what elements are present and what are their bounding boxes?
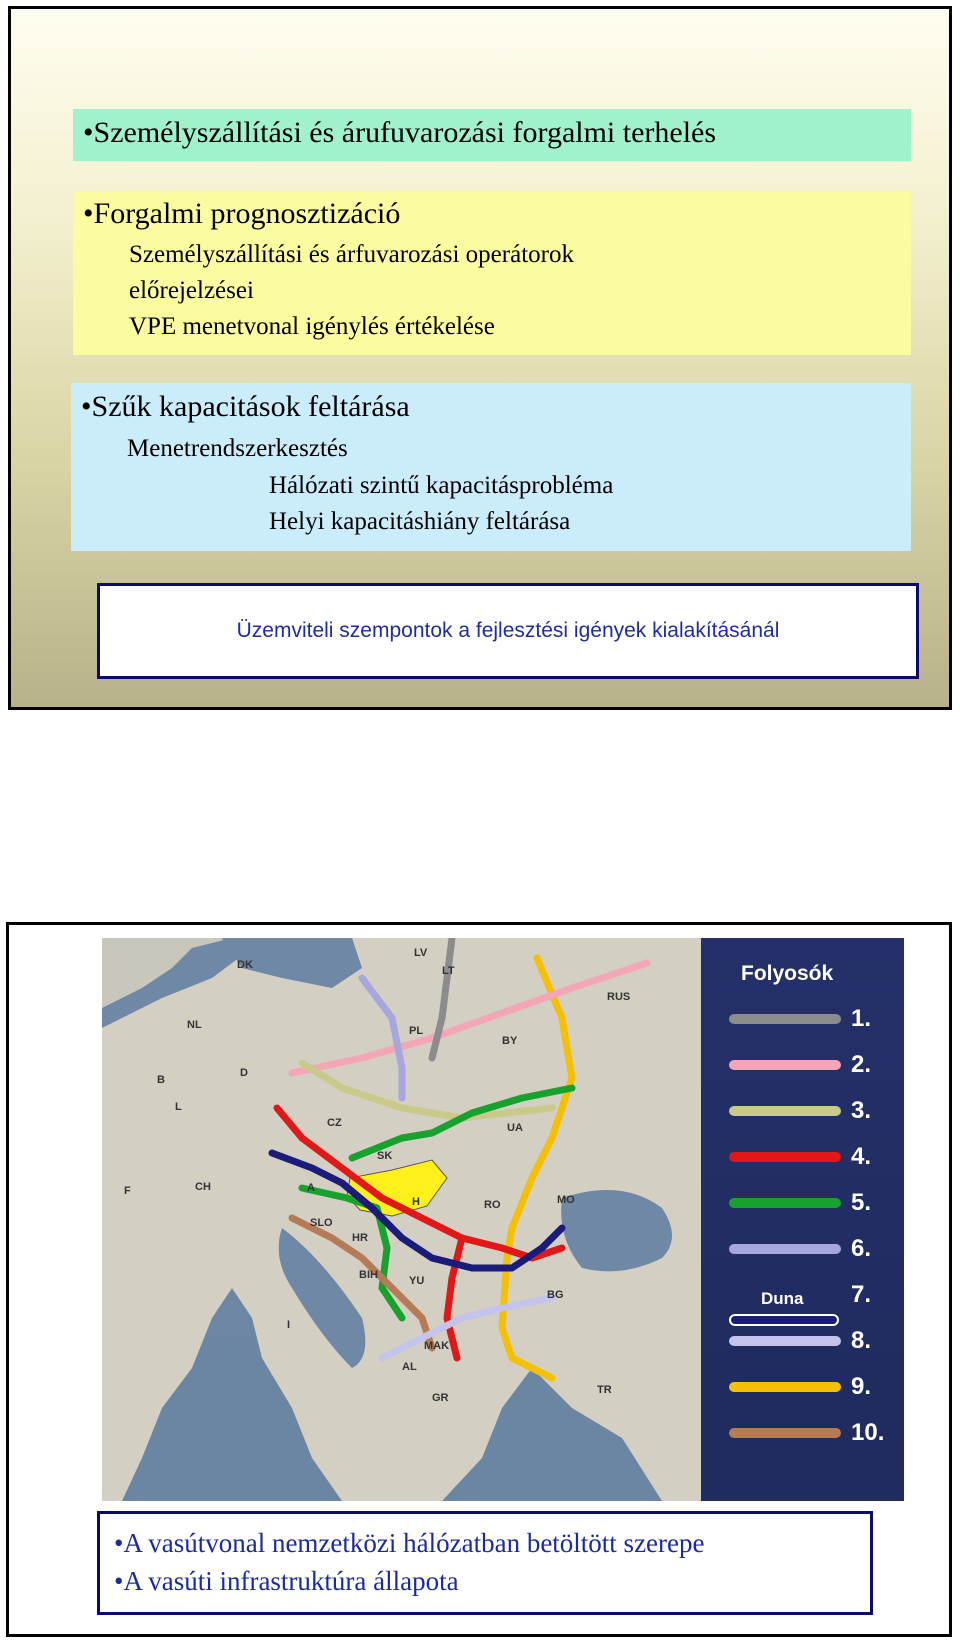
- legend-title: Folyosók: [741, 962, 834, 985]
- slide-2: [6, 922, 952, 1637]
- legend-line-4: [729, 1152, 841, 1162]
- forecast-line-3: VPE menetvonal igénylés értékelése: [129, 313, 495, 340]
- legend-line-3: [729, 1106, 841, 1116]
- legend-duna-label: Duna: [761, 1289, 804, 1308]
- legend-number-8: 8.: [851, 1327, 872, 1354]
- legend-number-3: 3.: [851, 1097, 872, 1124]
- svg-text:I: I: [287, 1319, 291, 1331]
- bullet-traffic-load: •Személyszállítási és árufuvarozási forgalmi terhelés: [83, 116, 717, 149]
- svg-text:BY: BY: [502, 1035, 518, 1047]
- legend-line-9: [729, 1382, 841, 1392]
- svg-text:D: D: [240, 1067, 248, 1079]
- legend-number-6: 6.: [851, 1235, 872, 1262]
- legend-number-1: 1.: [851, 1005, 872, 1032]
- bullet-capacity: •Szűk kapacitások feltárása: [81, 390, 410, 423]
- capacity-line-1: Menetrendszerkesztés: [127, 435, 348, 462]
- svg-text:H: H: [412, 1196, 420, 1208]
- legend-number-9: 9.: [851, 1373, 872, 1400]
- svg-text:TR: TR: [597, 1384, 612, 1396]
- legend-number-5: 5.: [851, 1189, 872, 1216]
- legend-line-10: [729, 1428, 841, 1438]
- svg-text:GR: GR: [432, 1392, 449, 1404]
- corridor-legend: [701, 938, 904, 1501]
- svg-text:AL: AL: [402, 1361, 417, 1373]
- forecast-line-2: előrejelzései: [129, 277, 254, 304]
- legend-line-8: [729, 1336, 841, 1346]
- legend-line-7: [729, 1314, 839, 1326]
- svg-text:DK: DK: [237, 959, 253, 971]
- caption-line-2: •A vasúti infrastruktúra állapota: [114, 1566, 459, 1596]
- svg-text:LT: LT: [442, 965, 455, 977]
- svg-text:CH: CH: [195, 1181, 211, 1193]
- svg-text:SLO: SLO: [310, 1217, 333, 1229]
- forecast-line-1: Személyszállítási és árfuvarozási operátorok: [129, 241, 574, 268]
- svg-text:B: B: [157, 1074, 165, 1086]
- svg-text:A: A: [307, 1182, 315, 1194]
- legend-number-4: 4.: [851, 1143, 872, 1170]
- svg-text:LV: LV: [414, 947, 428, 959]
- legend-line-6: [729, 1244, 841, 1254]
- caption-line-1: •A vasútvonal nemzetközi hálózatban betöltött szerepe: [114, 1528, 705, 1558]
- bullet-forecast: •Forgalmi prognosztizáció: [83, 197, 401, 230]
- svg-text:BG: BG: [547, 1289, 564, 1301]
- legend-line-5: [729, 1198, 841, 1208]
- band-capacity: [71, 383, 911, 551]
- operations-box-text: Üzemviteli szempontok a fejlesztési igények kialakításánál: [236, 619, 780, 642]
- corridor-map: [102, 938, 904, 1501]
- svg-text:PL: PL: [409, 1025, 424, 1037]
- svg-text:SK: SK: [377, 1150, 393, 1162]
- svg-text:F: F: [124, 1185, 131, 1197]
- legend-line-2: [729, 1060, 841, 1070]
- slide-1: [8, 6, 952, 710]
- caption-box: [97, 1511, 873, 1615]
- svg-text:RUS: RUS: [607, 991, 631, 1003]
- capacity-line-2: Hálózati szintű kapacitásprobléma: [269, 472, 614, 499]
- svg-text:UA: UA: [507, 1122, 523, 1134]
- svg-text:RO: RO: [484, 1199, 501, 1211]
- svg-text:NL: NL: [187, 1019, 202, 1031]
- legend-line-1: [729, 1014, 841, 1024]
- svg-text:MO: MO: [557, 1194, 575, 1206]
- svg-text:YU: YU: [409, 1275, 425, 1287]
- band-forecast: [73, 191, 911, 355]
- capacity-line-3: Helyi kapacitáshiány feltárása: [269, 508, 571, 535]
- svg-text:CZ: CZ: [327, 1117, 342, 1129]
- legend-number-2: 2.: [851, 1051, 872, 1078]
- band-traffic-load: [73, 109, 911, 161]
- svg-text:MAK: MAK: [424, 1340, 450, 1352]
- europe-map-image: [102, 938, 701, 1501]
- legend-number-10: 10.: [851, 1419, 885, 1446]
- svg-text:L: L: [175, 1101, 182, 1113]
- svg-text:HR: HR: [352, 1232, 368, 1244]
- svg-text:BIH: BIH: [359, 1269, 378, 1281]
- legend-number-7: 7.: [851, 1281, 872, 1308]
- operations-box: [97, 583, 919, 679]
